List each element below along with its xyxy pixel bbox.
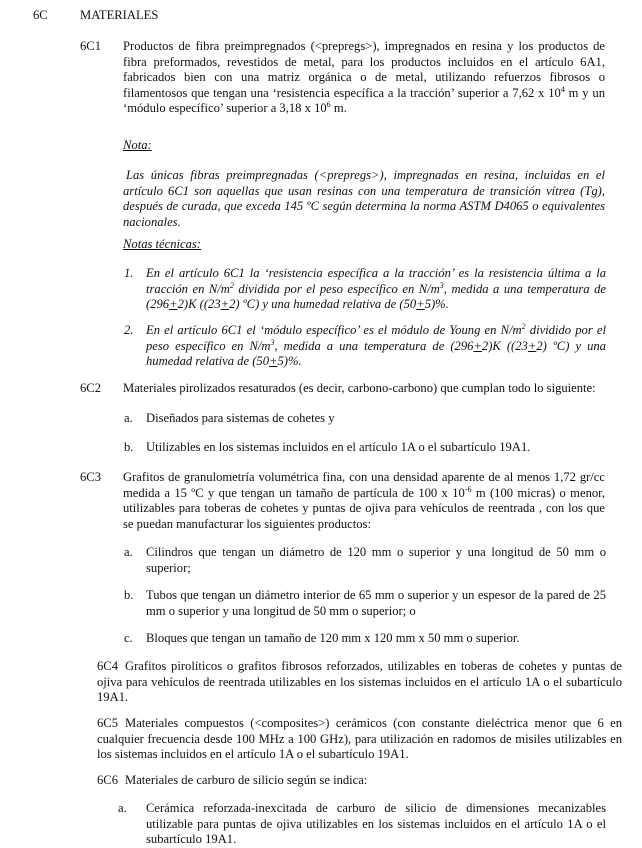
item-text-6c3-part-b: m (100 micras) o menor, utilizables para toberas de cohetes y puntas de ojiva para vehículos de reentrada , con los que se puedan manufacturar los siguientes productos: [123, 485, 605, 531]
note-text: 2) ºC) y una humedad relativa de (50 [146, 338, 606, 368]
note-text: En el artículo 6C1 el ‘módulo específico’ es el módulo de Young en N/m [146, 323, 522, 337]
superscript: 3 [270, 337, 275, 347]
subitem-label: a. [124, 545, 133, 559]
notas-tecnicas-label: Notas técnicas: [123, 237, 201, 251]
item-text-6c3 [123, 470, 605, 532]
section-title: MATERIALES [80, 8, 159, 22]
subitem-text: Diseñados para sistemas de cohetes y [146, 411, 335, 425]
subitem-text: Utilizables en los sistemas incluidos en el artículo 1A o el subartículo 19A1. [146, 440, 531, 454]
plus-minus: + [220, 297, 230, 311]
note-text: 2) ºC) y una humedad relativa de (50 [229, 297, 417, 311]
item-text-6c2: Materiales pirolizados resaturados (es decir, carbono-carbono) que cumplan todo lo siguiente: [123, 381, 596, 395]
item-code-6c5: 6C5 [97, 716, 118, 730]
technical-note-number: 1. [124, 266, 134, 280]
superscript: 2 [521, 322, 526, 331]
item-code-6c4: 6C4 [97, 659, 118, 673]
plus-minus: + [269, 354, 278, 368]
note-text: 2)K ((23 [481, 338, 528, 353]
subitem-text: Bloques que tengan un tamaño de 120 mm x 120 mm x 50 mm o superior. [146, 631, 520, 645]
subitem-text: Cerámica reforzada-inexcitada de carburo de silicio de dimensiones mecanizables utilizable para puntas de ojiva utilizables en los sistemas incluidos en el artículo 1A o el subartículo 19A1. [146, 801, 606, 846]
section-code: 6C [33, 8, 48, 22]
note-text: dividida por el peso específico en N/m [233, 281, 440, 296]
item-text-6c6: Materiales de carburo de silicio según se indica: [125, 773, 368, 787]
plus-minus: + [169, 297, 178, 311]
superscript: 2 [229, 280, 234, 290]
superscript: 6 [326, 100, 331, 109]
nota-text: Las únicas fibras preimpregnadas (<prepregs>), impregnadas en resina, incluidas en el artículo 6C1 son aquellas que usan resinas con una temperatura de transición vítrea (Tg), después de curada, que exceda 145 ºC según determina la norma ASTM D4065 o equivalentes nacionales. [123, 168, 605, 229]
plus-minus: + [527, 338, 537, 353]
nota-label: Nota: [123, 138, 152, 152]
item-text-6c4: Grafitos pirolíticos o grafitos fibrosos reforzados, utilizables en toberas de cohetes y puntas de ojiva para vehículos de reentrada utilizables en los sistemas incluidos en el artículo 1A o el subartículo 19A1. [97, 659, 622, 704]
note-text: 5)%. [277, 354, 302, 368]
subitem-label: a. [124, 411, 133, 425]
note-text: , medida a una temperatura de (296 [274, 338, 474, 353]
item-code-6c3: 6C3 [80, 470, 101, 484]
technical-note-2 [146, 323, 606, 370]
plus-minus: + [416, 297, 425, 311]
superscript: 4 [560, 84, 565, 94]
subitem-text: Cilindros que tengan un diámetro de 120 mm o superior y una longitud de 50 mm o superior; [146, 545, 606, 575]
subitem-label: b. [124, 588, 134, 602]
note-text: , medida a una temperatura de (296 [146, 281, 606, 311]
note-text: 2)K ((23 [177, 297, 221, 311]
plus-minus: + [473, 338, 482, 353]
superscript: 3 [439, 280, 444, 290]
subitem-label: b. [124, 440, 134, 454]
note-text: 5)%. [424, 297, 449, 311]
item-text-6c1-part-c: m. [330, 101, 347, 115]
item-code-6c6: 6C6 [97, 773, 118, 787]
item-text-6c1 [123, 39, 605, 117]
item-text-6c1-part-b: m y un ‘módulo específico’ superior a 3,18 x 10 [123, 85, 605, 115]
item-text-6c5: Materiales compuestos (<composites>) cerámicos (con constante dieléctrica menor que 6 en cualquier frecuencia desde 100 MHz a 100 GHz), para utilización en radomos de misiles utilizables en los sistemas incluidos en el artículo 1A o el subartículo 19A1. [97, 716, 622, 761]
technical-note-number: 2. [124, 323, 134, 337]
item-code-6c2: 6C2 [80, 381, 101, 395]
note-text: dividido por el peso específico en N/m [146, 323, 606, 353]
subitem-label: a. [118, 801, 127, 815]
subitem-text: Tubos que tengan un diámetro interior de 65 mm o superior y un espesor de la pared de 25 mm o superior y una longitud de 50 mm o superior; o [146, 588, 606, 618]
technical-note-1 [146, 266, 606, 313]
subitem-label: c. [124, 631, 133, 645]
item-text-6c1-part-a: Productos de fibra preimpregnados (<prepregs>), impregnados en resina y los productos de fibra preformados, revestidos de metal, para los productos incluidos en el artículo 6A1, fabricados bien con una matriz orgánica o de metal, utilizando refuerzos fibrosos o filamentosos que tengan una ‘resistencia específica a la tracción’ superior a 7,62 x 10 [123, 39, 605, 100]
superscript: -6 [464, 484, 472, 494]
item-text-6c3-part-a: Grafitos de granulometría volumétrica fina, con una densidad aparente de al menos 1,72 gr/cc medida a 15 ºC y que tengan un tamaño de partícula de 100 x 10 [123, 470, 605, 500]
note-text: En el artículo 6C1 la ‘resistencia específica a la tracción’ es la resistencia última a la tracción en N/m [146, 266, 606, 296]
item-code-6c1: 6C1 [80, 39, 101, 53]
